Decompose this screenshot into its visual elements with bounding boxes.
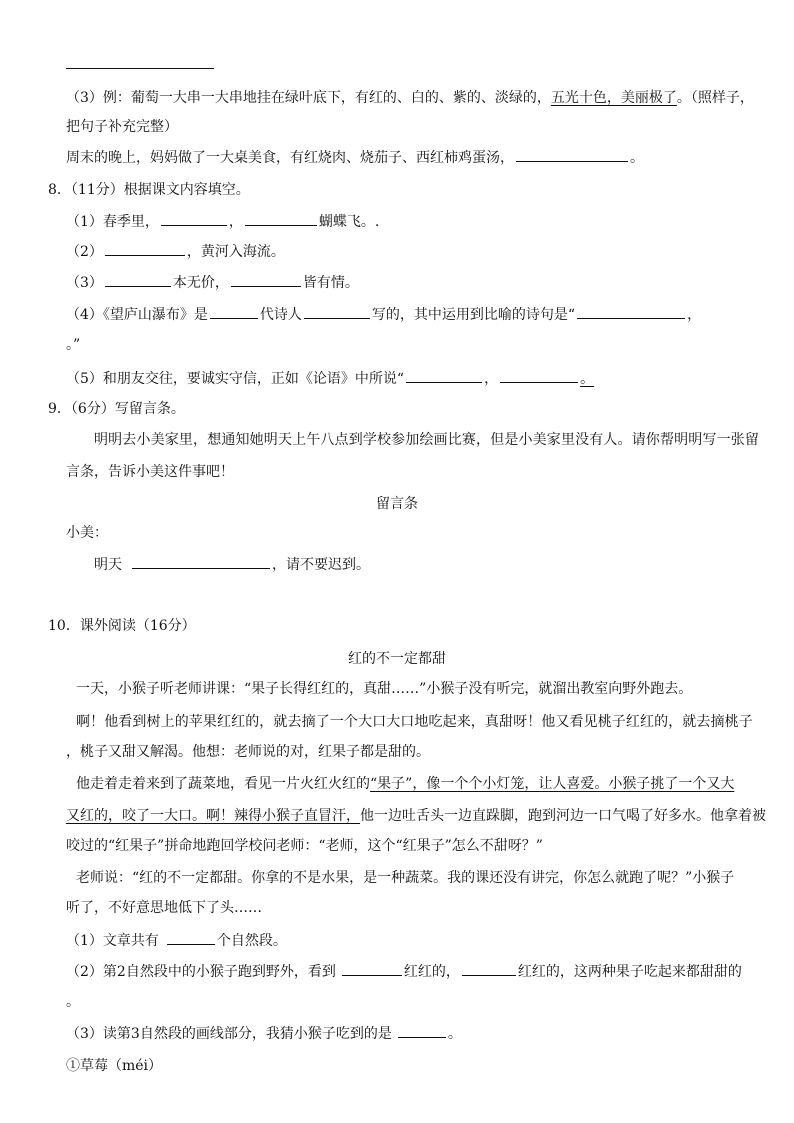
note-salutation: 小美：: [66, 525, 108, 541]
underlined-passage: 又红的，咬了一大口。啊！辣得小猴子直冒汗，: [66, 808, 360, 824]
answer-blank[interactable]: [105, 241, 185, 256]
q7-part3-line3: 周末的晚上，妈妈做了一大桌美食，有红烧肉、烧茄子、西红柿鸡蛋汤， 。: [66, 147, 794, 168]
underlined-passage: “果子”，像一个个小灯笼，让人喜爱。小猴子挑了一个又大: [370, 776, 735, 792]
story-para3-line2: 又红的，咬了一大口。啊！辣得小猴子直冒汗，他一边吐舌头一边直跺脚，跑到河边一口气喝了好多水。他拿着被: [66, 808, 766, 824]
answer-blank[interactable]: [398, 1023, 446, 1038]
q10-option-a[interactable]: ①草莓（méi）: [66, 1058, 163, 1074]
answer-blank[interactable]: [406, 368, 482, 383]
note-title: 留言条: [376, 496, 418, 512]
story-para3-line1: 他走着走着来到了蔬菜地，看见一片火红火红的“果子”，像一个个小灯笼，让人喜爱。小猴子挑了一个又大: [76, 776, 735, 792]
q10-sub2-line2: 。: [66, 994, 80, 1010]
q10-sub1: （1）文章共有 个自然段。: [66, 930, 794, 951]
story-para4-line1: 老师说：“红的不一定都甜。你拿的不是水果，是一种蔬菜。我的课还没有讲完，你怎么就跑了呢？”小猴子: [76, 870, 735, 886]
q10-sub3: （3）读第3自然段的画线部分，我猜小猴子吃到的是 。: [66, 1023, 794, 1044]
answer-blank[interactable]: [500, 368, 578, 383]
story-para3-line3: 咬过的“红果子”拼命地跑回学校问老师：“老师，这个“红果子”怎么不甜呀？”: [66, 838, 543, 854]
q10-title: 10．课外阅读（16分）: [48, 618, 196, 634]
q8-part4: （4）《望庐山瀑布》是 代诗人 写的，其中运用到比喻的诗句是“ ，: [66, 304, 794, 325]
q9-body-line1: 明明去小美家里，想通知她明天上午八点到学校参加绘画比赛，但是小美家里没有人。请你帮明明写一张留: [94, 432, 760, 448]
answer-blank[interactable]: [462, 961, 516, 976]
answer-blank[interactable]: [161, 211, 227, 226]
story-para1: 一天，小猴子听老师讲课：“果子长得红红的，真甜……”小猴子没有听完，就溜出教室向野外跑去。: [76, 681, 693, 697]
q7-part3-line1: （3）例：葡萄一大串一大串地挂在绿叶底下，有红的、白的、紫的、淡绿的，五光十色，美丽极了。（照样子，: [66, 90, 754, 106]
answer-blank[interactable]: [231, 272, 301, 287]
answer-blank[interactable]: [342, 961, 402, 976]
q10-sub2: （2）第2自然段中的小猴子跑到野外，看到 红红的， 红红的，这两种果子吃起来都甜甜的: [66, 961, 794, 982]
answer-blank[interactable]: [577, 304, 685, 319]
q8-part5: （5）和朋友交往，要诚实守信，正如《论语》中所说“ ， 。: [66, 368, 794, 389]
q8-part3: （3） 本无价， 皆有情。: [66, 272, 794, 293]
q8-part1: （1）春季里， ， 蝴蝶飞。.: [66, 211, 794, 232]
answer-blank[interactable]: [210, 304, 258, 319]
story-para4-line2: 听了，不好意思地低下了头……: [66, 900, 262, 916]
underlined-phrase: 五光十色，美丽极了: [550, 90, 677, 106]
answer-blank-line: [66, 68, 214, 69]
q8-part2: （2） ，黄河入海流。: [66, 241, 794, 262]
story-para2-line1: 啊！他看到树上的苹果红红的，就去摘了一个大口大口地吃起来，真甜呀！他又看见桃子红红的，就去摘桃子: [76, 714, 753, 730]
story-title: 红的不一定都甜: [348, 651, 446, 667]
q8-title: 8．（11分）根据课文内容填空。: [48, 182, 250, 198]
answer-blank[interactable]: [304, 304, 370, 319]
story-para2-line2: ，桃子又甜又解渴。他想：老师说的对，红果子都是甜的。: [66, 744, 430, 760]
answer-blank[interactable]: [132, 554, 270, 569]
q9-body-line2: 言条，告诉小美这件事吧！: [66, 464, 234, 480]
answer-blank[interactable]: [167, 930, 215, 945]
answer-blank[interactable]: [105, 272, 171, 287]
q9-title: 9．（6分）写留言条。: [48, 401, 185, 417]
answer-blank[interactable]: [516, 147, 628, 162]
note-body: 明天 ，请不要迟到。: [94, 554, 794, 575]
q7-part3-line2: 把句子补充完整）: [66, 119, 178, 135]
answer-blank[interactable]: [245, 211, 317, 226]
q8-part4-line2: 。”: [66, 337, 81, 353]
